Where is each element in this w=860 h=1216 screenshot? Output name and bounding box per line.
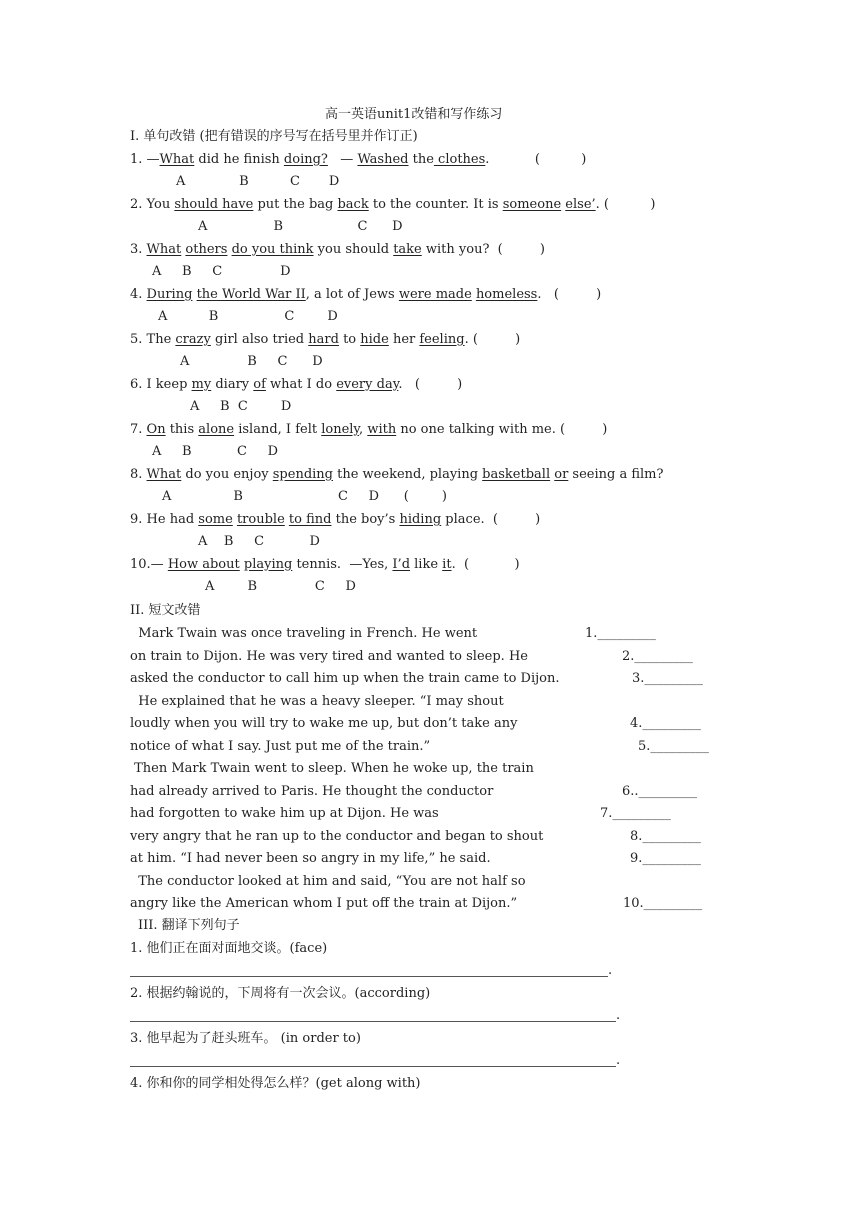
answer-line[interactable]	[130, 1066, 616, 1067]
period-mark: .	[616, 1008, 621, 1023]
answer-blank[interactable]: 8._________	[630, 828, 701, 844]
passage-line: The conductor looked at him and said, “You are not half so	[130, 873, 526, 889]
sentence-text: —	[327, 152, 358, 167]
sentence-text: . ( )	[464, 332, 521, 347]
option-letters: A B C D	[205, 579, 356, 594]
sentence-text: ,	[359, 422, 368, 437]
underlined-option: or	[554, 467, 569, 482]
answer-blank[interactable]: 10._________	[623, 896, 703, 911]
underlined-option: I’d	[392, 557, 411, 572]
sentence-text: 4.	[130, 287, 147, 302]
option-letters: A B C D	[190, 399, 292, 414]
option-letters: A B C D	[198, 219, 403, 234]
sentence-text: 7.	[130, 422, 147, 437]
passage-line: asked the conductor to call him up when the train came to Dijon.	[130, 671, 560, 686]
underlined-option: hard	[308, 332, 339, 347]
sentence-text: 3.	[130, 242, 147, 257]
passage-line: very angry that he ran up to the conductor and began to shout	[130, 828, 544, 844]
passage-line: angry like the American whom I put off the train at Dijon.”	[130, 896, 518, 911]
underlined-option: it	[442, 557, 452, 572]
underlined-option: homeless	[475, 287, 538, 302]
option-letters: A B C D	[152, 444, 279, 459]
underlined-option: hide	[360, 332, 389, 347]
section-3-heading: III. 翻译下列句子	[138, 918, 240, 933]
underlined-option: lonely	[321, 422, 360, 437]
sentence-text: seeing a film?	[568, 467, 664, 482]
underlined-option: someone	[502, 197, 562, 212]
underlined-option: spending	[272, 467, 333, 482]
passage-line: at him. “I had never been so angry in my life,” he said.	[130, 851, 491, 866]
answer-blank[interactable]: 3._________	[632, 671, 703, 686]
sentence-text: her	[388, 332, 420, 347]
underlined-option: my	[191, 377, 212, 392]
sentence-item	[130, 466, 663, 484]
sentence-item	[130, 421, 607, 439]
underlined-option: What	[146, 467, 182, 482]
sentence-text: 1. —	[130, 152, 160, 167]
sentence-text: no one talking with me. ( )	[396, 422, 608, 437]
period-mark: .	[608, 963, 613, 978]
sentence-text: , a lot of Jews	[305, 287, 399, 302]
sentence-text: 5. The	[130, 332, 176, 347]
sentence-item	[130, 511, 540, 529]
passage-line: on train to Dijon. He was very tired and wanted to sleep. He	[130, 648, 528, 664]
passage-line: had already arrived to Paris. He thought the conductor	[130, 783, 494, 799]
period-mark: .	[616, 1053, 621, 1068]
underlined-option: What	[159, 152, 195, 167]
sentence-text: . ( )	[595, 197, 656, 212]
passage-line: He explained that he was a heavy sleeper. “I may shout	[130, 693, 504, 709]
underlined-option: of	[253, 377, 266, 392]
sentence-text: put the bag	[253, 197, 338, 212]
translation-item: 1. 他们正在面对面地交谈。(face)	[130, 941, 328, 956]
answer-blank[interactable]: 7._________	[600, 806, 671, 821]
answer-line[interactable]	[130, 1021, 616, 1022]
sentence-item	[130, 376, 462, 394]
underlined-option: with	[367, 422, 397, 437]
sentence-text: 10.—	[130, 557, 168, 572]
underlined-option: every day	[336, 377, 399, 392]
sentence-text: like	[410, 557, 443, 572]
underlined-option: trouble	[236, 512, 285, 527]
underlined-option: playing	[243, 557, 293, 572]
option-letters: A B C D	[152, 264, 291, 279]
underlined-option: alone	[198, 422, 235, 437]
passage-line: notice of what I say. Just put me of the train.”	[130, 738, 431, 754]
underlined-option: crazy	[175, 332, 211, 347]
underlined-option: others	[185, 242, 228, 257]
sentence-text: this	[165, 422, 199, 437]
sentence-text: the	[408, 152, 434, 167]
answer-line[interactable]	[130, 976, 608, 977]
sentence-item	[130, 151, 586, 169]
answer-blank[interactable]: 6.._________	[622, 783, 698, 799]
sentence-item	[130, 241, 545, 259]
underlined-option: were made	[398, 287, 472, 302]
sentence-text: 2. You	[130, 197, 175, 212]
sentence-text: the weekend, playing	[333, 467, 483, 482]
passage-line: had forgotten to wake him up at Dijon. He was	[130, 806, 439, 821]
sentence-item	[130, 196, 655, 214]
sentence-text: . ( )	[537, 287, 602, 302]
sentence-text: did he finish	[194, 152, 284, 167]
underlined-option: During	[146, 287, 193, 302]
sentence-text: . ( )	[451, 557, 520, 572]
sentence-text: diary	[211, 377, 254, 392]
answer-blank[interactable]: 1._________	[585, 626, 656, 641]
translation-item: 3. 他早起为了赶头班车。 (in order to)	[130, 1031, 361, 1046]
underlined-option: hiding	[399, 512, 442, 527]
underlined-option: back	[337, 197, 369, 212]
option-letters: A B C D	[158, 309, 338, 324]
sentence-text: 8.	[130, 467, 147, 482]
sentence-text: to	[338, 332, 361, 347]
section-2-heading: II. 短文改错	[130, 603, 201, 618]
answer-blank[interactable]: 2._________	[622, 648, 693, 664]
underlined-option: Washed	[357, 152, 409, 167]
underlined-option: basketball	[482, 467, 551, 482]
sentence-text: the boy’s	[331, 512, 400, 527]
page-title: 高一英语unit1改错和写作练习	[325, 107, 503, 122]
sentence-text: . ( )	[485, 152, 587, 167]
answer-blank[interactable]: 4._________	[630, 716, 701, 731]
underlined-option: else’	[565, 197, 596, 212]
option-letters: A B C D ( )	[162, 489, 447, 504]
underlined-option: to find	[288, 512, 332, 527]
sentence-item	[130, 286, 601, 304]
underlined-option: On	[146, 422, 166, 437]
sentence-text: you should	[313, 242, 394, 257]
answer-blank[interactable]: 5._________	[638, 738, 709, 754]
underlined-option: feeling	[419, 332, 465, 347]
sentence-text: what I do	[265, 377, 337, 392]
sentence-text: . ( )	[398, 377, 463, 392]
answer-blank[interactable]: 9._________	[630, 851, 701, 866]
underlined-option: What	[146, 242, 182, 257]
sentence-text: island, I felt	[234, 422, 322, 437]
option-letters: A B C D	[176, 174, 340, 189]
translation-item: 4. 你和你的同学相处得怎么样？(get along with)	[130, 1076, 421, 1091]
sentence-text: to the counter. It is	[368, 197, 503, 212]
underlined-option: doing?	[283, 152, 328, 167]
underlined-option: How about	[167, 557, 240, 572]
passage-line: Mark Twain was once traveling in French. He went	[130, 626, 478, 641]
option-letters: A B C D	[198, 534, 320, 549]
sentence-item	[130, 331, 520, 349]
underlined-option: clothes	[433, 152, 486, 167]
section-1-heading: I. 单句改错 (把有错误的序号写在括号里并作订正)	[130, 129, 418, 144]
sentence-item	[130, 556, 520, 574]
option-letters: A B C D	[180, 354, 323, 369]
passage-line: loudly when you will try to wake me up, but don’t take any	[130, 716, 518, 731]
sentence-text: girl also tried	[210, 332, 309, 347]
sentence-text: 6. I keep	[130, 377, 192, 392]
sentence-text: place. ( )	[441, 512, 541, 527]
sentence-text: 9. He had	[130, 512, 199, 527]
passage-line: Then Mark Twain went to sleep. When he woke up, the train	[130, 761, 534, 776]
underlined-option: take	[393, 242, 422, 257]
sentence-text: tennis. —Yes,	[292, 557, 393, 572]
sentence-text: do you enjoy	[181, 467, 273, 482]
underlined-option: do you think	[231, 242, 314, 257]
underlined-option: the World War II	[196, 287, 306, 302]
underlined-option: some	[198, 512, 233, 527]
underlined-option: should have	[174, 197, 254, 212]
sentence-text: with you? ( )	[421, 242, 546, 257]
translation-item: 2. 根据约翰说的，下周将有一次会议。(according)	[130, 986, 431, 1001]
